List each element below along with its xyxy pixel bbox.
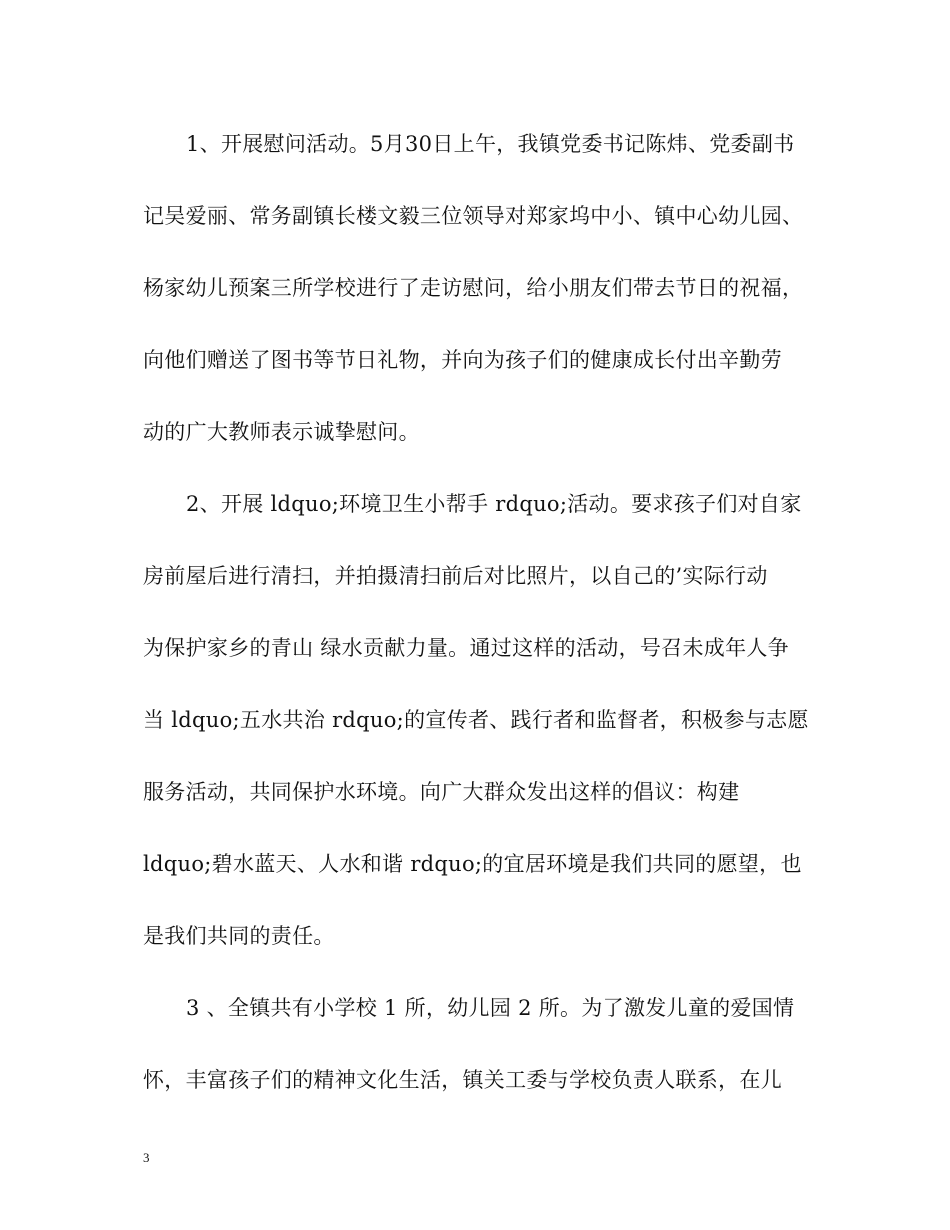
paragraph-2-line-3: 为保护家乡的青山 绿水贡献力量。通过这样的活动，号召未成年人争 [143, 636, 789, 660]
page-number: 3 [143, 1150, 150, 1165]
paragraph-3-line-1: 3 、全镇共有小学校 1 所，幼儿园 2 所。为了激发儿童的爱国情 [186, 996, 795, 1020]
paragraph-3-line-2: 怀，丰富孩子们的精神文化生活，镇关工委与学校负责人联系，在儿 [143, 1068, 782, 1092]
paragraph-1-line-1: 1、开展慰问活动。5月30日上午，我镇党委书记陈炜、党委副书 [186, 132, 795, 156]
paragraph-2-line-4: 当 ldquo;五水共治 rdquo;的宣传者、践行者和监督者，积极参与志愿 [143, 708, 809, 732]
paragraph-2-line-6: ldquo;碧水蓝天、人水和谐 rdquo;的宜居环境是我们共同的愿望，也 [143, 852, 802, 876]
paragraph-1-line-5: 动的广大教师表示诚挚慰问。 [143, 420, 420, 444]
paragraph-2-line-7: 是我们共同的责任。 [143, 924, 335, 948]
paragraph-2-line-5: 服务活动，共同保护水环境。向广大群众发出这样的倡议：构建 [143, 780, 740, 804]
paragraph-2-line-1: 2、开展 ldquo;环境卫生小帮手 rdquo;活动。要求孩子们对自家 [186, 492, 802, 516]
paragraph-1-line-4: 向他们赠送了图书等节日礼物，并向为孩子们的健康成长付出辛勤劳 [143, 348, 782, 372]
paragraph-1-line-2: 记吴爱丽、常务副镇长楼文毅三位领导对郑家坞中小、镇中心幼儿园、 [143, 204, 804, 228]
paragraph-1-line-3: 杨家幼儿预案三所学校进行了走访慰问，给小朋友们带去节日的祝福， [143, 276, 804, 300]
paragraph-2-line-2: 房前屋后进行清扫，并拍摄清扫前后对比照片，以自己的’实际行动 [143, 564, 768, 588]
